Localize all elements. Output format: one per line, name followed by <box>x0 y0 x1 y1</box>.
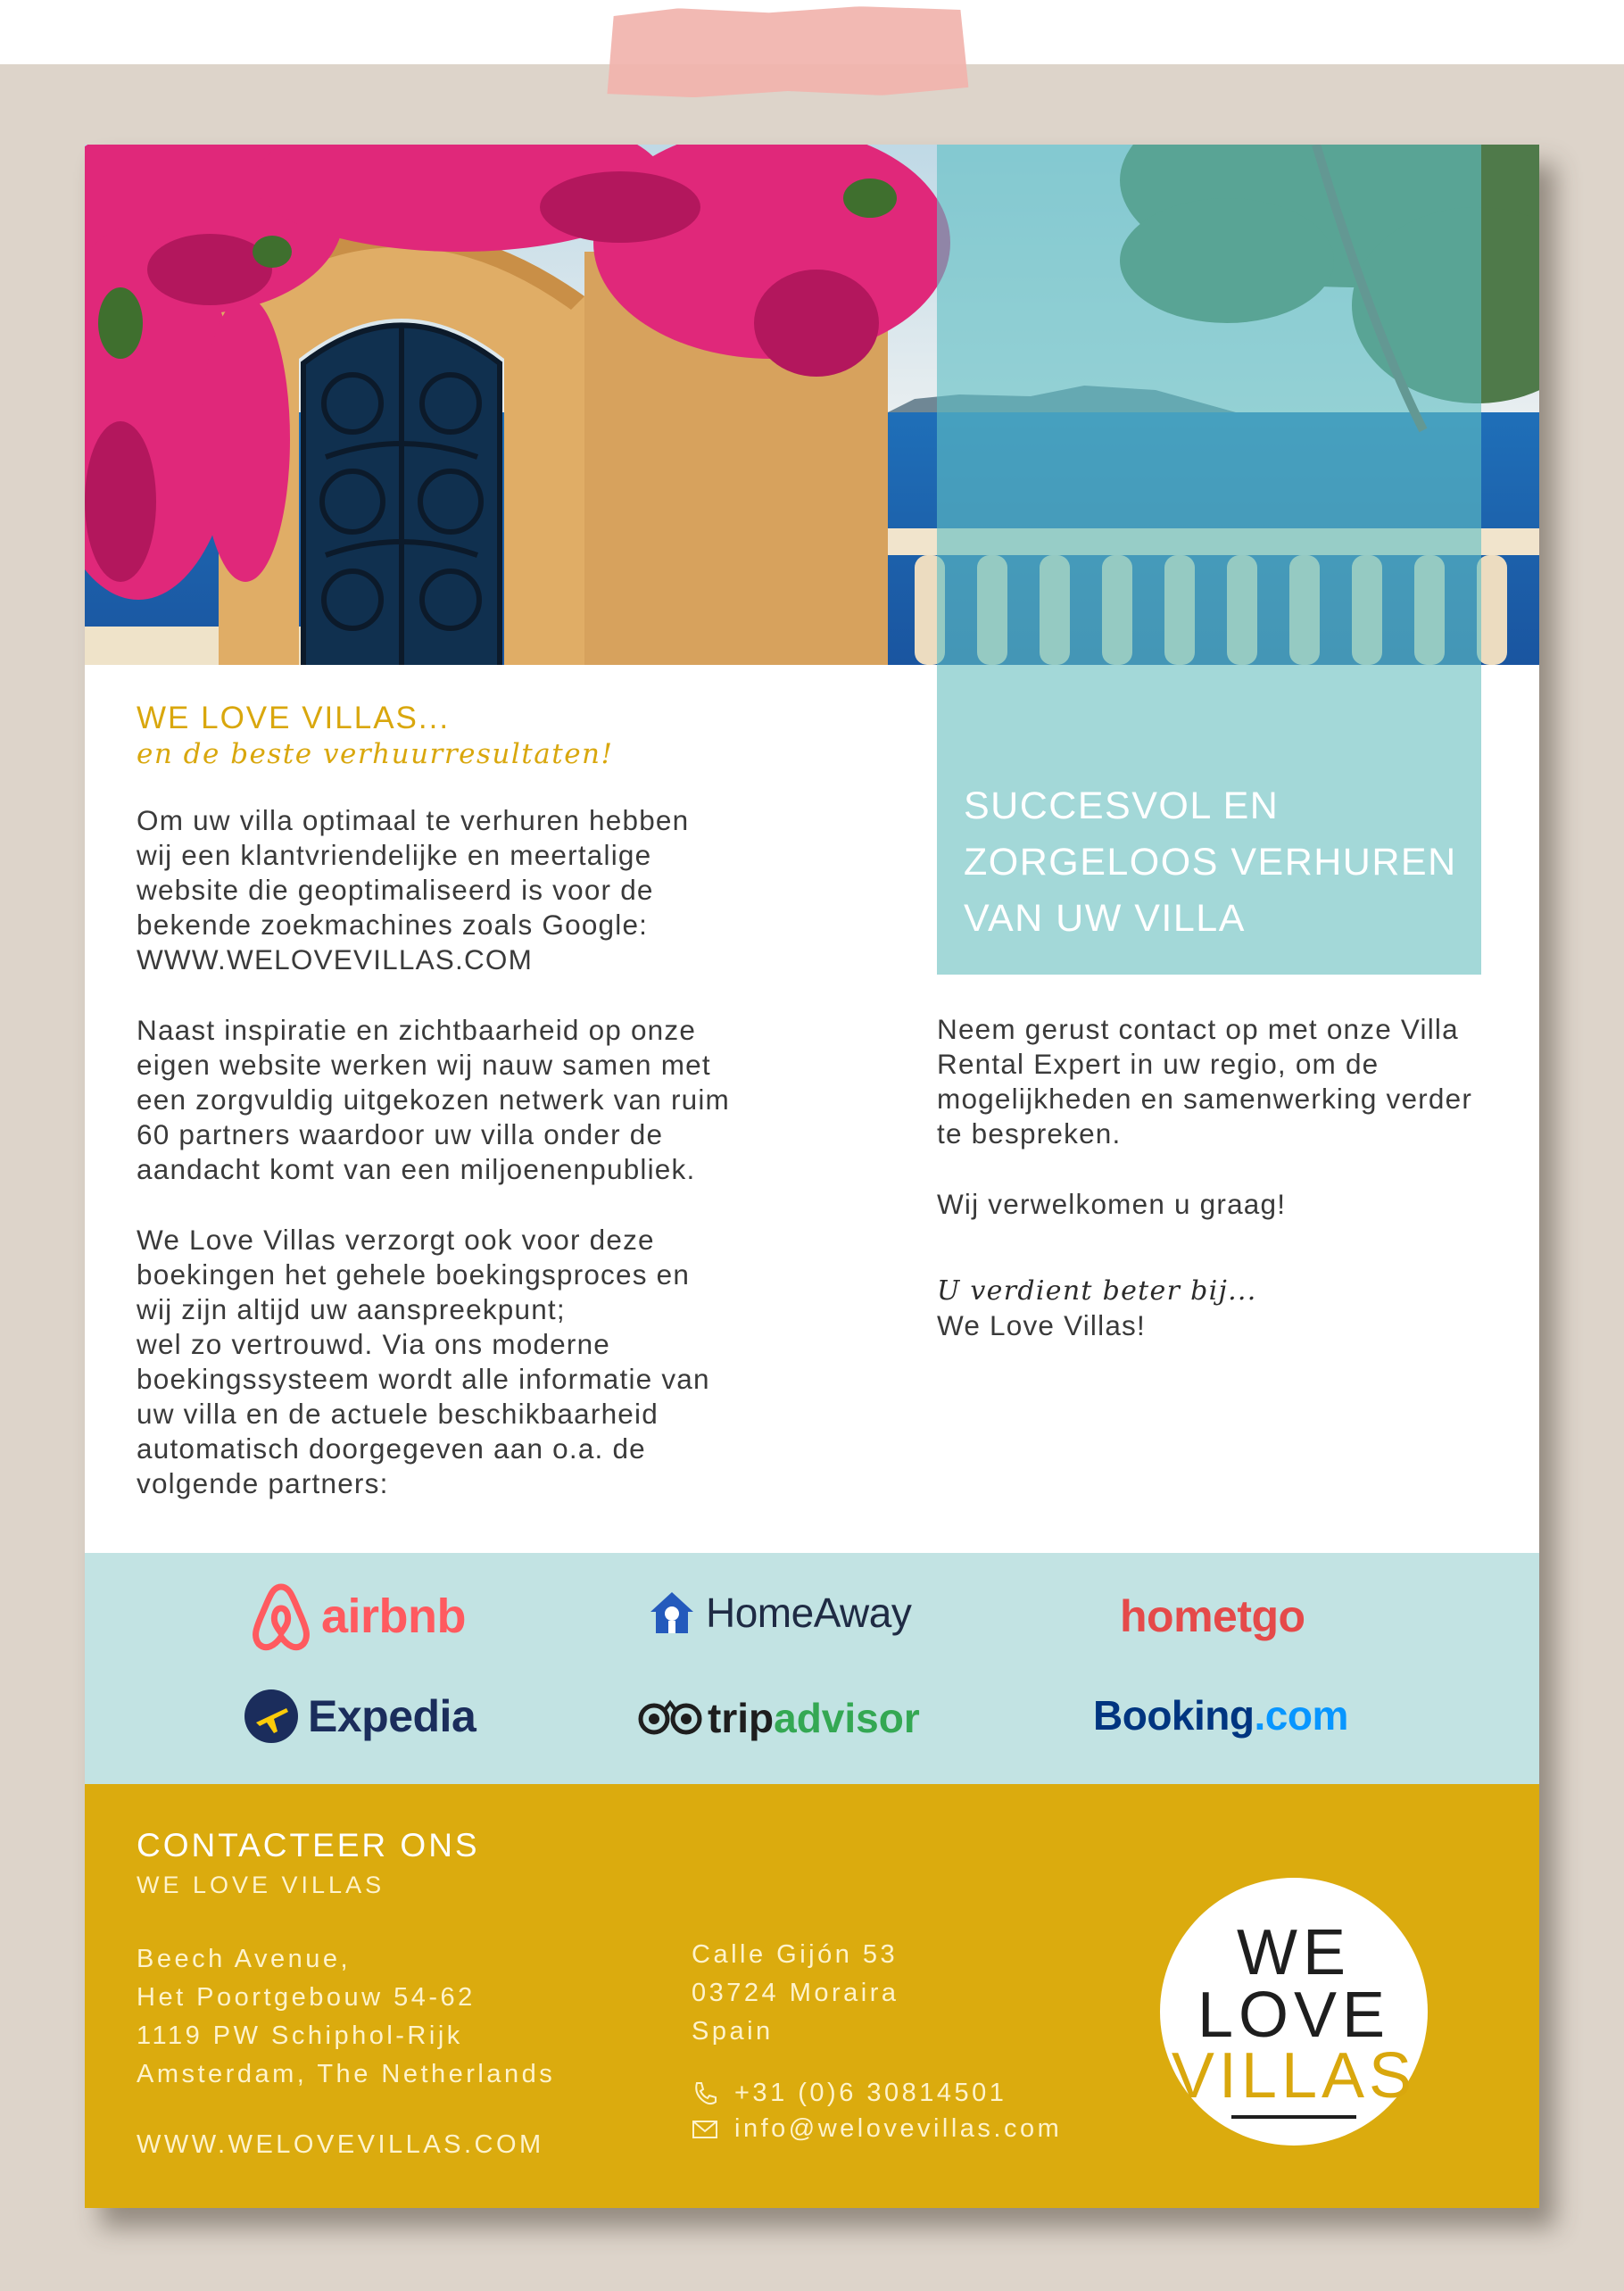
tripadvisor-logo <box>638 1694 920 1742</box>
mail-icon <box>692 2119 718 2140</box>
tripadvisor-wordmark <box>708 1694 920 1742</box>
hometogo-logo <box>1120 1590 1305 1642</box>
address-spain: Calle Gijón 53 03724 Moraira Spain <box>692 1940 899 2046</box>
badge-line-love: LOVE <box>1197 1980 1391 2051</box>
hometogo-wordmark-b: go <box>1251 1591 1305 1641</box>
intro-column <box>137 700 886 1537</box>
we-love-villas-badge <box>1160 1878 1428 2146</box>
contact-footer <box>85 1784 1539 2208</box>
airbnb-icon <box>250 1581 312 1651</box>
intro-paragraph-2: Naast inspiratie en zichtbaarheid op onze eigen website werken wij nauw samen met een zorgvuldig uitgekozen netwerk van ruim 60 partners waardoor uw villa onder de aandacht komt van een miljoenenpubliek. <box>137 1014 730 1185</box>
footer-subtitle: WE LOVE VILLAS <box>137 1872 385 1898</box>
homeaway-logo <box>647 1589 911 1637</box>
flyer-page <box>85 145 1539 2208</box>
intro-kicker: WE LOVE VILLAS... <box>137 701 451 735</box>
expedia-logo <box>244 1689 476 1744</box>
booking-wordmark-b: .com <box>1254 1692 1348 1739</box>
airbnb-logo <box>250 1581 466 1651</box>
booking-logo <box>1093 1691 1348 1739</box>
airbnb-wordmark: airbnb <box>321 1590 467 1643</box>
booking-wordmark-a: Booking <box>1093 1692 1255 1739</box>
email-address: info@welovevillas.com <box>734 2114 1063 2143</box>
plane-icon <box>244 1689 299 1744</box>
address-netherlands: Beech Avenue, Het Poortgebouw 54-62 1119 PW Schiphol-Rijk Amsterdam, The Netherlands <box>137 1945 556 2088</box>
tripadvisor-wordmark-a: trip <box>708 1695 775 1741</box>
expedia-wordmark: Expedia <box>308 1691 476 1741</box>
welcome-paragraph: Wij verwelkomen u graag! <box>937 1188 1287 1220</box>
owl-icon <box>638 1699 702 1737</box>
masking-tape <box>606 5 968 98</box>
phone-row[interactable] <box>692 2079 1007 2108</box>
tripadvisor-wordmark-b: advisor <box>774 1695 920 1741</box>
hometogo-wordmark-a: homet <box>1120 1591 1252 1641</box>
partners-band <box>85 1553 1539 1784</box>
website-link[interactable]: WWW.WELOVEVILLAS.COM <box>137 2130 544 2159</box>
footer-title: CONTACTEER ONS <box>137 1827 480 1864</box>
email-row[interactable] <box>692 2114 1062 2144</box>
closing-text: We Love Villas! <box>937 1309 1146 1341</box>
contact-column <box>937 1012 1472 1343</box>
intro-paragraph-1: Om uw villa optimaal te verhuren hebben wij een klantvriendelijke en meertalige website die geoptimaliseerd is voor de bekende zoekmachines zoals Google: WWW.WELOVEVILLAS.COM <box>137 804 690 975</box>
badge-line-we: WE <box>1237 1917 1351 1988</box>
phone-icon <box>692 2080 718 2107</box>
contact-paragraph: Neem gerust contact op met onze Villa Rental Expert in uw regio, om de mogelijkheden en samenwerking verder te bespreken. <box>937 1013 1473 1150</box>
intro-paragraph-3: We Love Villas verzorgt ook voor deze boekingen het gehele boekingsproces en wij zijn altijd uw aanspreekpunt; wel zo vertrouwd. Via ons moderne boekingssysteem wordt alle informatie van uw villa en de actuele beschikbaarheid automatisch doorgegeven aan o.a. de volgende partners: <box>137 1224 710 1499</box>
hero-heading: SUCCESVOL EN ZORGELOOS VERHUREN VAN UW VILLA <box>964 784 1457 940</box>
homeaway-wordmark: HomeAway <box>706 1590 912 1636</box>
intro-script-line: en de beste verhuurresultaten! <box>137 738 614 770</box>
badge-underline <box>1231 2115 1356 2119</box>
badge-line-villas: VILLAS <box>1171 2040 1417 2112</box>
closing-script: U verdient beter bij... <box>937 1275 1257 1307</box>
phone-number: +31 (0)6 30814501 <box>734 2079 1007 2107</box>
house-icon <box>647 1589 697 1637</box>
